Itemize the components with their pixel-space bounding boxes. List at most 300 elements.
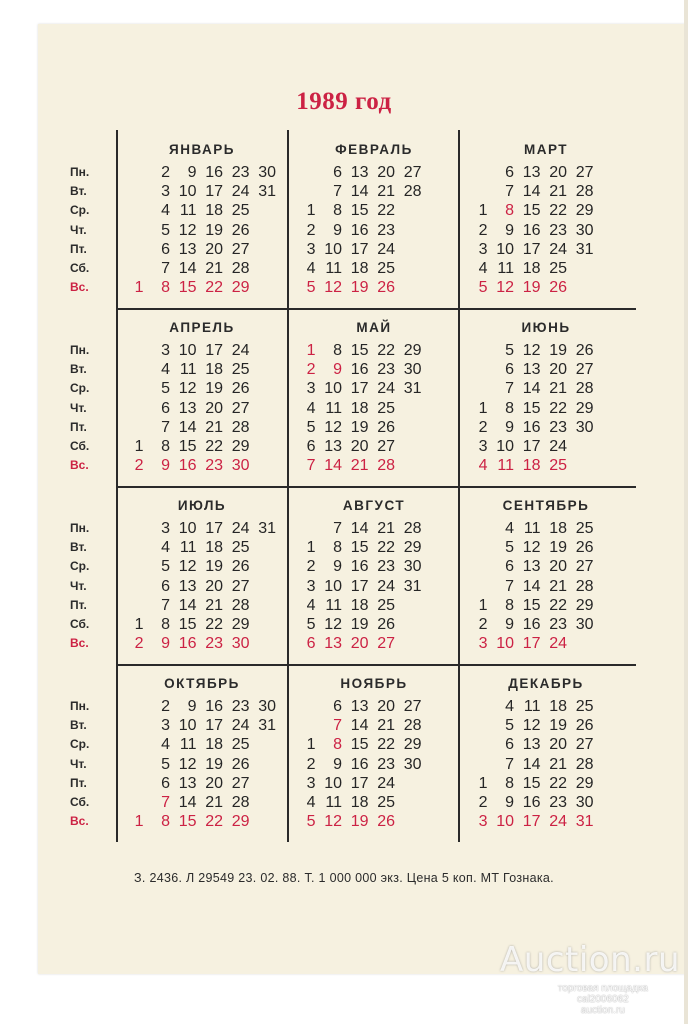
day-cell: 13 (522, 558, 541, 576)
day-cell: 21 (549, 183, 567, 201)
day-cell: 7 (333, 183, 342, 201)
day-cell (253, 755, 280, 774)
weekday-label: Ср. (70, 559, 90, 574)
day-cell: 22 (377, 736, 395, 754)
day-cell: 27 (403, 698, 422, 715)
day-cell: 29 (575, 399, 594, 417)
day-cell: 15 (178, 279, 197, 297)
day-cell: 21 (205, 793, 223, 811)
day-cell: 6 (161, 399, 170, 417)
day-cell: 2 (306, 221, 316, 239)
day-cell: 26 (231, 380, 250, 398)
month-days (120, 341, 280, 475)
day-cell: 16 (522, 793, 541, 811)
day-cell: 1 (478, 399, 488, 417)
day-cell: 28 (575, 577, 594, 595)
weekday-label: Вт. (70, 540, 87, 555)
day-cell: 5 (161, 221, 170, 239)
day-cell: 29 (231, 279, 250, 297)
month-name: ИЮНЬ (521, 320, 571, 335)
day-cell: 23 (549, 418, 567, 436)
day-cell: 12 (178, 221, 197, 239)
month-block (116, 130, 288, 308)
day-cell (253, 201, 280, 220)
day-cell: 7 (505, 380, 514, 398)
weekday-label: Вс. (70, 814, 89, 829)
day-cell: 19 (350, 615, 369, 633)
day-cell: 5 (161, 380, 170, 398)
day-cell: 15 (522, 202, 541, 220)
day-cell (398, 812, 425, 831)
day-cell: 11 (179, 736, 197, 754)
day-cell (398, 596, 425, 615)
day-cell: 26 (231, 221, 250, 239)
day-cell: 29 (575, 774, 594, 792)
day-cell: 31 (258, 520, 276, 537)
day-cell (597, 538, 624, 557)
day-cell: 13 (324, 437, 342, 455)
day-cell: 8 (505, 399, 514, 417)
day-cell (597, 557, 624, 576)
day-cell: 15 (350, 342, 369, 359)
day-cell (425, 812, 452, 831)
day-cell (597, 634, 624, 653)
day-cell: 7 (505, 755, 514, 773)
day-cell: 22 (205, 813, 223, 831)
day-cell: 8 (161, 813, 170, 831)
day-cell: 14 (178, 418, 197, 436)
day-cell (597, 201, 624, 220)
day-cell (425, 163, 452, 182)
day-cell: 25 (231, 539, 250, 557)
day-cell: 4 (478, 457, 488, 475)
day-cell: 16 (205, 698, 223, 715)
day-cell: 29 (403, 736, 422, 754)
day-cell (597, 793, 624, 812)
day-cell (292, 697, 319, 716)
day-cell (120, 240, 147, 259)
weekday-label: Пт. (70, 241, 87, 256)
month-name: ОКТЯБРЬ (164, 676, 240, 691)
day-cell: 10 (178, 717, 197, 735)
day-cell: 26 (575, 717, 594, 735)
day-cell: 15 (350, 736, 369, 754)
weekday-label: Вс. (70, 280, 89, 295)
day-cell: 29 (231, 437, 250, 455)
day-cell: 8 (161, 279, 170, 297)
day-cell: 26 (377, 615, 395, 633)
day-cell (253, 538, 280, 557)
day-cell: 12 (178, 558, 197, 576)
day-cell (398, 774, 425, 793)
day-cell: 11 (325, 596, 342, 614)
day-cell: 19 (205, 221, 223, 239)
day-cell (597, 418, 624, 437)
day-cell: 28 (403, 520, 422, 537)
month-days (464, 341, 624, 475)
day-cell: 2 (134, 457, 144, 475)
day-cell: 29 (403, 539, 422, 557)
month-block (116, 308, 288, 486)
calendar-grid (58, 130, 636, 842)
day-cell (425, 596, 452, 615)
day-cell: 26 (549, 279, 567, 297)
weekday-labels (58, 163, 116, 297)
day-cell: 13 (522, 361, 541, 379)
day-cell: 5 (505, 717, 514, 735)
day-cell (425, 755, 452, 774)
day-cell: 2 (478, 793, 488, 811)
day-cell (120, 716, 147, 735)
day-cell (120, 341, 147, 360)
day-cell: 9 (187, 698, 197, 715)
day-cell: 6 (333, 164, 342, 181)
day-cell: 16 (522, 221, 541, 239)
day-cell: 5 (505, 539, 514, 557)
day-cell (597, 163, 624, 182)
day-cell: 25 (231, 736, 250, 754)
day-cell: 16 (178, 457, 197, 475)
day-cell: 1 (478, 774, 488, 792)
day-cell: 19 (205, 380, 223, 398)
day-cell: 8 (333, 539, 342, 557)
day-cell (425, 519, 452, 538)
day-cell (597, 360, 624, 379)
day-cell: 25 (377, 596, 395, 614)
day-cell: 3 (306, 774, 316, 792)
day-cell (425, 201, 452, 220)
day-cell: 14 (522, 577, 541, 595)
weekday-label: Пт. (70, 775, 87, 790)
day-cell: 29 (575, 596, 594, 614)
weekday-label: Пн. (70, 165, 90, 179)
day-cell: 3 (478, 635, 488, 653)
weekday-label: Чт. (70, 400, 87, 415)
watermark-line: auction.ru (580, 1005, 625, 1016)
day-cell: 9 (505, 615, 514, 633)
day-cell (120, 163, 147, 182)
day-cell (398, 240, 425, 259)
day-cell: 14 (522, 183, 541, 201)
day-cell (425, 379, 452, 398)
day-cell (253, 774, 280, 793)
day-cell: 23 (377, 755, 395, 773)
day-cell (597, 812, 624, 831)
day-cell: 18 (205, 539, 223, 557)
day-cell: 30 (575, 615, 594, 633)
day-cell: 11 (179, 202, 197, 220)
watermark-line: cal2006062 (577, 994, 629, 1005)
day-cell (570, 278, 597, 297)
day-cell: 7 (161, 259, 170, 277)
day-cell: 13 (178, 240, 197, 258)
weekday-label: Вт. (70, 184, 87, 199)
day-cell: 3 (306, 240, 316, 258)
weekday-label: Вт. (70, 362, 87, 377)
day-cell: 3 (478, 240, 488, 258)
day-cell (425, 735, 452, 754)
day-cell: 15 (350, 539, 369, 557)
day-cell: 12 (324, 615, 342, 633)
day-cell (253, 278, 280, 297)
day-cell: 12 (178, 755, 197, 773)
day-cell: 13 (178, 577, 197, 595)
day-cell: 12 (178, 380, 197, 398)
day-cell (292, 519, 319, 538)
day-cell (597, 456, 624, 475)
day-cell: 15 (178, 813, 197, 831)
weekday-labels (58, 697, 116, 831)
day-cell: 10 (496, 635, 514, 653)
day-cell: 27 (575, 558, 594, 576)
day-cell: 19 (549, 539, 567, 557)
weekday-label: Вс. (70, 636, 89, 651)
quarter-row (58, 664, 636, 842)
day-cell: 2 (478, 221, 488, 239)
month-block (460, 486, 632, 664)
month-days (292, 519, 452, 653)
day-cell (570, 634, 597, 653)
day-cell: 4 (306, 259, 316, 277)
month-name: МАРТ (523, 142, 569, 157)
day-cell: 17 (350, 240, 369, 258)
day-cell (597, 221, 624, 240)
day-cell: 24 (377, 577, 395, 595)
day-cell: 25 (377, 793, 395, 811)
day-cell: 8 (161, 615, 170, 633)
day-cell (253, 399, 280, 418)
day-cell: 19 (549, 342, 567, 359)
day-cell: 7 (161, 596, 170, 614)
day-cell (253, 735, 280, 754)
day-cell (120, 360, 147, 379)
day-cell: 2 (161, 698, 170, 715)
day-cell (253, 341, 280, 360)
day-cell: 21 (205, 418, 223, 436)
day-cell: 14 (350, 717, 369, 735)
day-cell: 23 (205, 635, 223, 653)
day-cell: 6 (306, 437, 316, 455)
day-cell: 17 (350, 774, 369, 792)
day-cell: 17 (205, 520, 223, 537)
day-cell: 6 (161, 774, 170, 792)
day-cell: 31 (403, 577, 422, 595)
month-name: ФЕВРАЛЬ (335, 142, 413, 157)
day-cell: 6 (505, 736, 514, 754)
day-cell: 20 (205, 240, 223, 258)
month-block (288, 130, 460, 308)
day-cell: 17 (205, 342, 223, 359)
day-cell (120, 201, 147, 220)
day-cell (464, 755, 491, 774)
day-cell (425, 716, 452, 735)
day-cell: 25 (231, 202, 250, 220)
day-cell: 4 (505, 520, 514, 537)
weekday-label: Пт. (70, 597, 87, 612)
day-cell (398, 437, 425, 456)
day-cell: 8 (505, 774, 514, 792)
day-cell: 3 (306, 577, 316, 595)
day-cell (425, 240, 452, 259)
day-cell: 23 (549, 221, 567, 239)
day-cell: 16 (350, 221, 369, 239)
day-cell: 10 (324, 774, 342, 792)
day-cell: 12 (324, 279, 342, 297)
day-cell: 18 (522, 259, 541, 277)
day-cell: 21 (549, 577, 567, 595)
day-cell: 30 (575, 418, 594, 436)
day-cell: 11 (497, 457, 514, 475)
day-cell (425, 259, 452, 278)
day-cell: 30 (258, 698, 276, 715)
day-cell (120, 755, 147, 774)
month-block (116, 664, 288, 842)
day-cell: 16 (350, 361, 369, 379)
day-cell: 3 (306, 380, 316, 398)
day-cell (425, 360, 452, 379)
day-cell: 9 (505, 418, 514, 436)
day-cell (597, 240, 624, 259)
day-cell: 9 (505, 793, 514, 811)
day-cell (398, 278, 425, 297)
day-cell: 17 (350, 380, 369, 398)
day-cell: 20 (549, 164, 567, 181)
day-cell: 27 (377, 437, 395, 455)
day-cell: 19 (205, 755, 223, 773)
day-cell (120, 596, 147, 615)
month-block (460, 130, 632, 308)
day-cell: 2 (478, 615, 488, 633)
day-cell (120, 418, 147, 437)
day-cell: 26 (377, 418, 395, 436)
day-cell: 2 (134, 635, 144, 653)
day-cell: 1 (306, 202, 316, 220)
day-cell: 23 (377, 221, 395, 239)
day-cell (597, 182, 624, 201)
day-cell: 6 (161, 240, 170, 258)
day-cell (425, 399, 452, 418)
day-cell: 28 (403, 717, 422, 735)
quarter-row (58, 308, 636, 486)
day-cell (398, 399, 425, 418)
day-cell: 24 (377, 240, 395, 258)
weekday-label: Чт. (70, 578, 87, 593)
day-cell: 29 (231, 813, 250, 831)
day-cell: 28 (377, 457, 395, 475)
month-days (292, 341, 452, 475)
day-cell: 7 (505, 577, 514, 595)
day-cell: 20 (205, 577, 223, 595)
day-cell: 25 (549, 259, 567, 277)
day-cell: 17 (205, 183, 223, 201)
day-cell: 3 (161, 183, 170, 201)
day-cell (253, 379, 280, 398)
weekday-label: Ср. (70, 381, 90, 396)
day-cell: 6 (505, 164, 514, 181)
day-cell: 26 (377, 279, 395, 297)
day-cell: 7 (306, 457, 316, 475)
day-cell: 27 (231, 399, 250, 417)
day-cell (292, 163, 319, 182)
day-cell: 22 (205, 279, 223, 297)
day-cell: 2 (306, 558, 316, 576)
day-cell (292, 716, 319, 735)
day-cell: 10 (324, 577, 342, 595)
day-cell (425, 456, 452, 475)
day-cell (398, 201, 425, 220)
day-cell: 26 (231, 755, 250, 773)
day-cell (597, 716, 624, 735)
day-cell (425, 182, 452, 201)
day-cell: 28 (403, 183, 422, 201)
day-cell: 27 (377, 635, 395, 653)
day-cell: 8 (505, 202, 514, 220)
day-cell: 24 (231, 717, 250, 735)
day-cell: 20 (377, 164, 395, 181)
day-cell: 18 (549, 520, 567, 537)
quarter-row (58, 130, 636, 308)
day-cell: 26 (231, 558, 250, 576)
day-cell: 19 (205, 558, 223, 576)
day-cell: 11 (179, 361, 197, 379)
day-cell: 16 (522, 418, 541, 436)
day-cell: 10 (178, 342, 197, 359)
day-cell: 14 (178, 259, 197, 277)
day-cell (120, 399, 147, 418)
day-cell: 20 (350, 635, 369, 653)
day-cell (425, 278, 452, 297)
day-cell (253, 634, 280, 653)
weekday-label: Чт. (70, 756, 87, 771)
day-cell: 12 (324, 418, 342, 436)
quarter-row (58, 486, 636, 664)
day-cell: 18 (522, 457, 541, 475)
month-days (120, 163, 280, 297)
day-cell (597, 259, 624, 278)
day-cell (120, 519, 147, 538)
day-cell: 17 (350, 577, 369, 595)
day-cell: 4 (161, 539, 170, 557)
day-cell (398, 615, 425, 634)
day-cell: 4 (306, 596, 316, 614)
day-cell: 10 (496, 813, 514, 831)
day-cell: 14 (178, 596, 197, 614)
day-cell: 5 (161, 558, 170, 576)
day-cell (464, 697, 491, 716)
day-cell: 4 (505, 698, 514, 715)
day-cell: 20 (549, 558, 567, 576)
day-cell: 27 (231, 577, 250, 595)
day-cell: 7 (333, 520, 342, 537)
month-days (292, 697, 452, 831)
day-cell: 22 (205, 615, 223, 633)
day-cell: 25 (231, 361, 250, 379)
day-cell: 22 (205, 437, 223, 455)
day-cell: 3 (478, 813, 488, 831)
month-days (120, 697, 280, 831)
day-cell: 11 (523, 520, 541, 537)
day-cell: 8 (333, 736, 342, 754)
day-cell (464, 379, 491, 398)
day-cell: 5 (505, 342, 514, 359)
day-cell (120, 577, 147, 596)
weekday-labels (58, 519, 116, 653)
day-cell (398, 634, 425, 653)
day-cell: 27 (231, 774, 250, 792)
day-cell: 24 (377, 774, 395, 792)
day-cell: 24 (549, 240, 567, 258)
day-cell: 25 (575, 698, 594, 715)
